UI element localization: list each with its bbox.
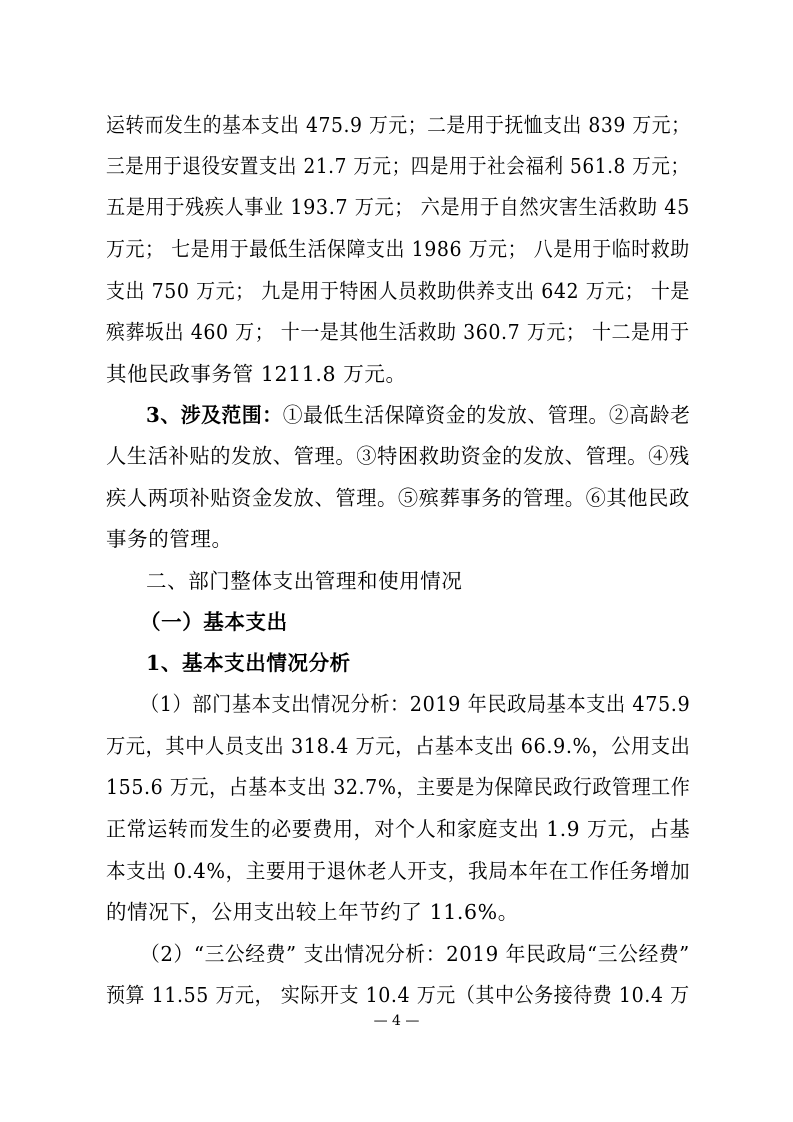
scope-line: 事务的管理。 [106, 527, 233, 551]
paragraph-line: 殡葬坂出 460 万； 十一是其他生活救助 360.7 万元； 十二是用于 [106, 320, 690, 344]
paragraph-line: 本支出 0.4%，主要用于退休老人开支，我局本年在工作任务增加 [106, 859, 691, 883]
paragraph-line: 其他民政事务管 1211.8 万元。 [106, 362, 407, 386]
item-heading: 1、基本支出情况分析 [146, 651, 351, 675]
subsection-heading: （一）基本支出 [140, 610, 288, 634]
scope-line: 人生活补贴的发放、管理。③特困救助资金的发放、管理。④残 [106, 444, 690, 468]
scope-text: ①最低生活保障资金的发放、管理。②高龄老 [282, 403, 691, 427]
section-heading: 二、部门整体支出管理和使用情况 [146, 569, 463, 593]
paragraph-line: （2）“三公经费” 支出情况分析：2019 年民政局“三公经费” [140, 942, 690, 966]
scope-label: 3、涉及范围： [146, 403, 283, 427]
paragraph-line: 预算 11.55 万元， 实际开支 10.4 万元（其中公务接待费 10.4 万 [106, 983, 690, 1007]
paragraph-line: （1）部门基本支出情况分析：2019 年民政局基本支出 475.9 [140, 692, 691, 716]
paragraph-line: 运转而发生的基本支出 475.9 万元；二是用于抚恤支出 839 万元； [106, 113, 691, 137]
paragraph-line: 三是用于退役安置支出 21.7 万元；四是用于社会福利 561.8 万元； [106, 154, 690, 178]
paragraph-line: 正常运转而发生的必要费用，对个人和家庭支出 1.9 万元，占基 [106, 817, 691, 841]
scope-first-line [146, 401, 690, 429]
paragraph-line: 155.6 万元，占基本支出 32.7%，主要是为保障民政行政管理工作 [106, 775, 691, 799]
paragraph-line: 支出 750 万元； 九是用于特困人员救助供养支出 642 万元； 十是 [106, 279, 690, 303]
paragraph-line: 万元； 七是用于最低生活保障支出 1986 万元； 八是用于临时救助 [106, 237, 690, 261]
paragraph-line: 万元，其中人员支出 318.4 万元，占基本支出 66.9.%，公用支出 [106, 734, 691, 758]
scope-line: 疾人两项补贴资金发放、管理。⑤殡葬事务的管理。⑥其他民政 [106, 486, 690, 510]
paragraph-line: 五是用于残疾人事业 193.7 万元； 六是用于自然灾害生活救助 45 [106, 195, 690, 219]
page-number: — 4 — [373, 1013, 420, 1029]
paragraph-line: 的情况下，公用支出较上年节约了 11.6%。 [106, 900, 519, 924]
